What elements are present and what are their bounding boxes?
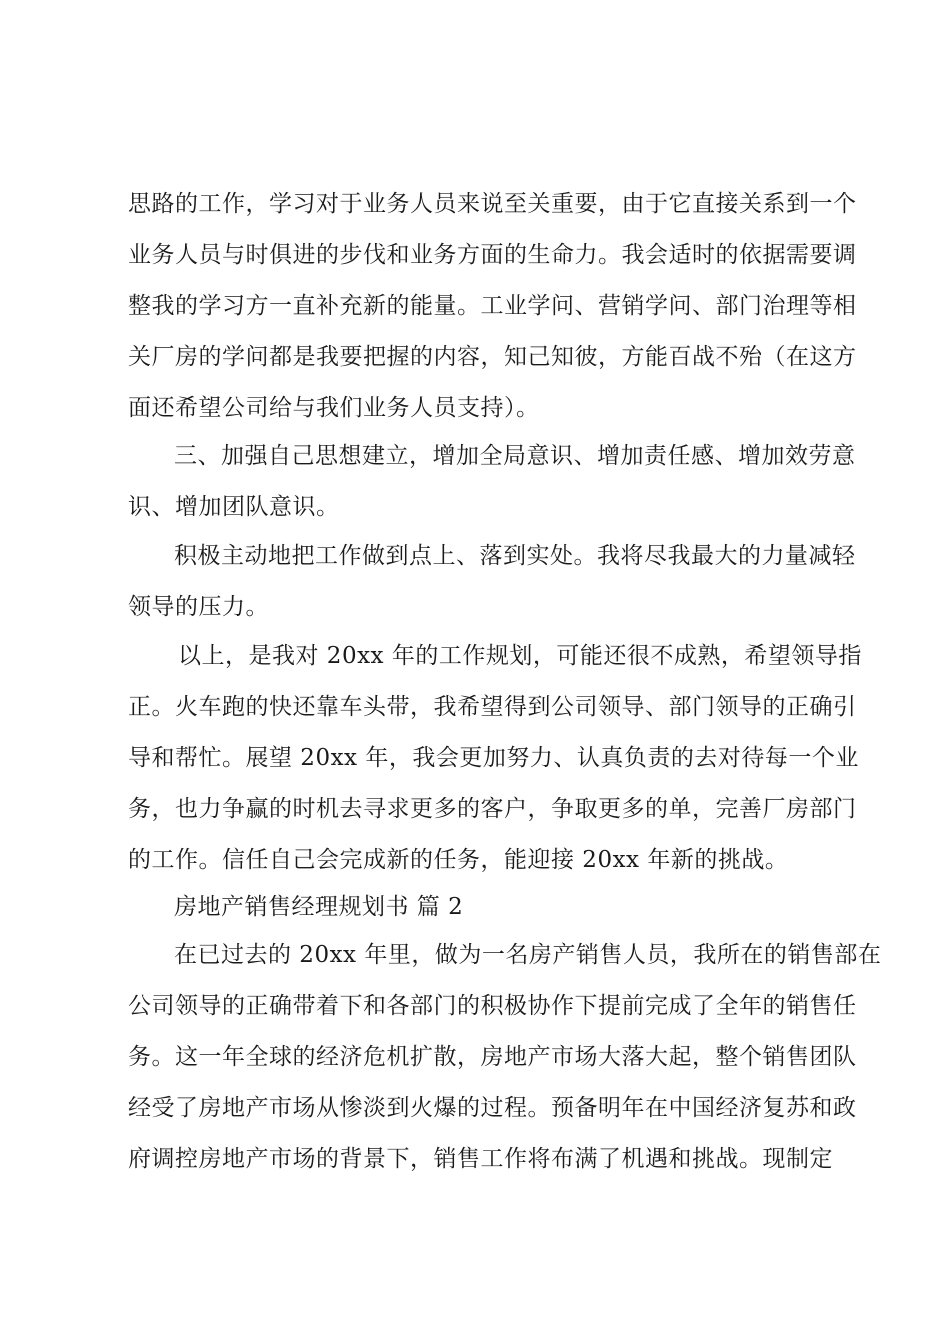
text-line: 三、加强自己思想建立，增加全局意识、增加责任感、增加效劳意: [174, 443, 856, 469]
section-heading: 房地产销售经理规划书 篇 2: [174, 894, 464, 920]
text-line: 关厂房的学问都是我要把握的内容，知己知彼，方能百战不殆（在这方: [128, 344, 857, 370]
text-line: 思路的工作，学习对于业务人员来说至关重要，由于它直接关系到一个: [128, 191, 857, 217]
text-line: 务，也力争赢的时机去寻求更多的客户，争取更多的单，完善厂房部门: [128, 796, 857, 822]
text-line: 经受了房地产市场从惨淡到火爆的过程。预备明年在中国经济复苏和政: [128, 1095, 857, 1121]
text-line: 正。火车跑的快还靠车头带，我希望得到公司领导、部门领导的正确引: [128, 694, 857, 720]
text-line: 整我的学习方一直补充新的能量。工业学问、营销学问、部门治理等相: [128, 293, 857, 319]
text-line: 积极主动地把工作做到点上、落到实处。我将尽我最大的力量减轻: [174, 543, 856, 569]
text-line: 府调控房地产市场的背景下，销售工作将布满了机遇和挑战。现制定: [128, 1146, 833, 1172]
text-line: 领导的压力。: [128, 594, 269, 620]
text-line: 识、增加团队意识。: [128, 494, 340, 520]
text-line: 务。这一年全球的经济危机扩散，房地产市场大落大起，整个销售团队: [128, 1044, 857, 1070]
text-line: 公司领导的正确带着下和各部门的积极协作下提前完成了全年的销售任: [128, 993, 857, 1019]
text-line: 导和帮忙。展望 20xx 年，我会更加努力、认真负责的去对待每一个业: [128, 745, 859, 771]
text-line: 在已过去的 20xx 年里，做为一名房产销售人员，我所在的销售部在: [174, 942, 882, 968]
text-line: 的工作。信任自己会完成新的任务，能迎接 20xx 年新的挑战。: [128, 847, 789, 873]
text-line: 面还希望公司给与我们业务人员支持）。: [128, 395, 540, 421]
text-line: 业务人员与时俱进的步伐和业务方面的生命力。我会适时的依据需要调: [128, 242, 857, 268]
text-line: 以上，是我对 20xx 年的工作规划，可能还很不成熟，希望领导指: [178, 643, 862, 669]
